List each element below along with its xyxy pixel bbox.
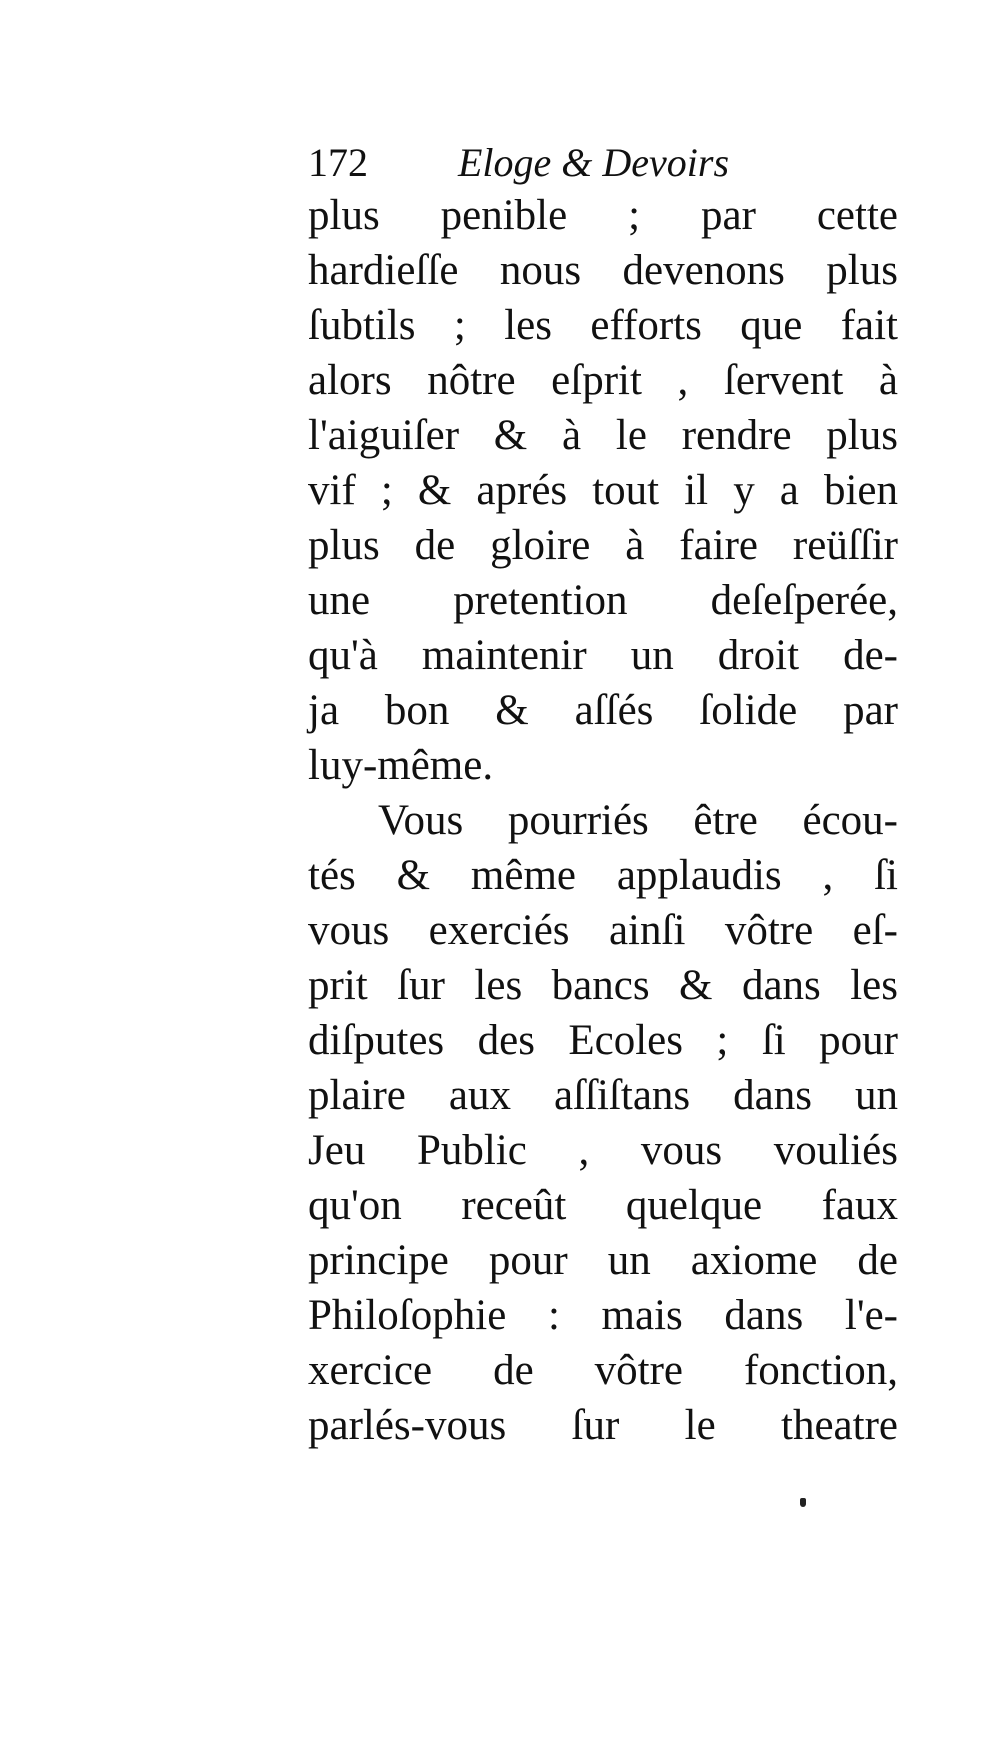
text-line: vif ; & aprés tout il y a bien [308,467,898,514]
text-line: hardieſſe nous devenons plus [308,247,898,294]
text-line: une pretention deſeſperée, [308,577,898,624]
text-line: alors nôtre eſprit , ſervent à [308,357,898,404]
text-line: qu'à maintenir un droit de- [308,632,898,679]
body-text [308,188,898,1453]
paragraph-2 [308,793,898,1453]
text-line: plaire aux aſſiſtans dans un [308,1072,898,1119]
paragraph-1 [308,188,898,793]
text-line: parlés-vous ſur le theatre [308,1402,898,1449]
text-line: qu'on receût quelque faux [308,1182,898,1229]
text-line: principe pour un axiome de [308,1237,898,1284]
text-line: Vous pourriés être écou- [378,797,898,844]
text-line: ja bon & aſſés ſolide par [308,687,898,734]
text-line: Jeu Public , vous vouliés [308,1127,898,1174]
text-line: luy-même. [308,742,494,789]
page-number: 172 [308,140,368,185]
text-line: ſubtils ; les efforts que fait [308,302,898,349]
text-line: l'aiguiſer & à le rendre plus [308,412,898,459]
text-line: diſputes des Ecoles ; ſi pour [308,1017,898,1064]
text-line: plus de gloire à faire reüſſir [308,522,898,569]
text-line: xercice de vôtre fonction, [308,1347,898,1394]
text-line: tés & même applaudis , ſi [308,852,898,899]
running-title: Eloge & Devoirs [458,140,730,185]
text-line: prit ſur les bancs & dans les [308,962,898,1009]
page-header [308,138,908,188]
text-line: plus penible ; par cette [308,192,898,239]
text-line: vous exerciés ainſi vôtre eſ- [308,907,898,954]
text-line: Philoſophie : mais dans l'e- [308,1292,898,1339]
ink-speck [800,1498,806,1507]
